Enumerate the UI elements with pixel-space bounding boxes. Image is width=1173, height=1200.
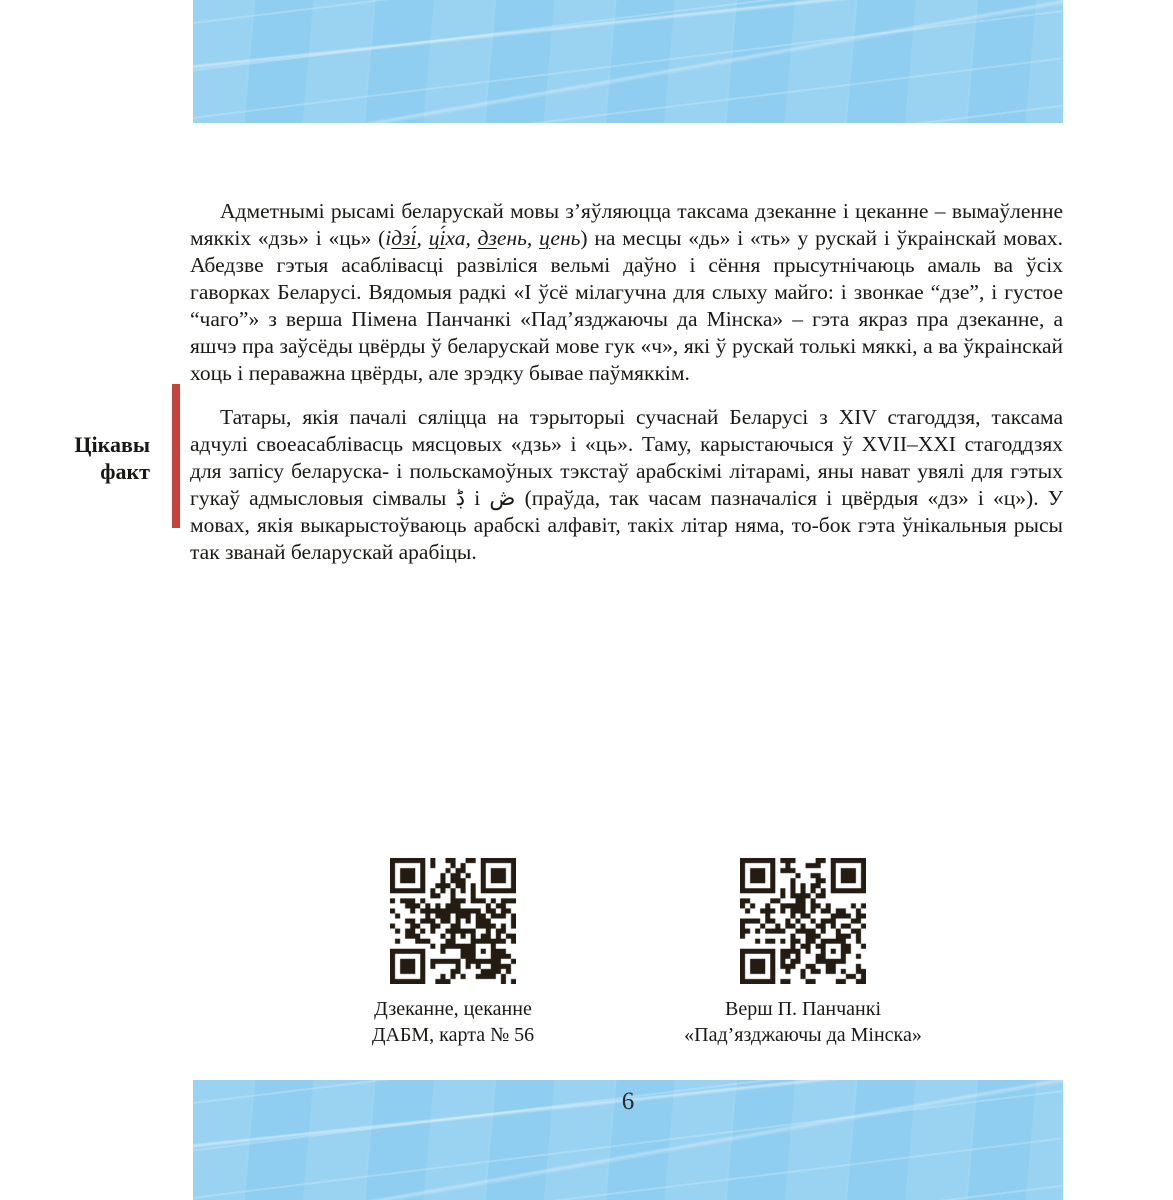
example-separator: , (526, 225, 540, 250)
example-separator: , (416, 225, 429, 250)
example-underline: ці́ (428, 225, 446, 250)
qr-block-dzekanne (330, 858, 576, 1048)
fact-label-line1: Цікавы (74, 432, 150, 457)
example-word-part: і (385, 225, 392, 250)
example-words-italic (385, 226, 580, 250)
paragraph-text: ) на месцы «дь» і «ть» у рускай і ўкраінскай мовах. Абедзве гэтыя асаблівасці развіліся вельмі даўно і сёння прысутнічаюць амаль ва ўсіх гаворках Беларусі. Вядомыя радкі «І ўсё мілагучна для слыху майго: і звонкае “дзе”, і густое “чаго”» з верша Пімена Панчанкі «Пад’язджаючы да Мінска» – гэта якраз пра дзеканне, а яшчэ пра заўсёды цвёрды ў беларускай мове гук «ч», які ў рускай толькі мяккі, а ва ўкраінскай хоць і пераважна цвёрды, але зрэдку бывае паўмяккім. (190, 225, 1064, 385)
qr-caption-line1: Дзеканне, цеканне (374, 998, 532, 1020)
decorative-top-band (193, 0, 1063, 123)
qr-code-dzekanne (390, 858, 516, 984)
paragraph-interesting-fact: Татары, якія пачалі сяліцца на тэрыторыі сучаснай Беларусі з XIV стагоддзя, таксама адчулі своеасаблівасць мясцовых «дзь» і «ць». Таму, карыстаючыся ў XVII–XXI стагоддзях для запісу беларуска- і польскамоўных тэкстаў арабскімі літарамі, яны нават увялі для гэтых гукаў адмысловыя сімвалы ڋ і ڞ (праўда, так часам пазначаліся і цвёрдыя «дз» і «ц»). У мовах, якія выкарыстоўваюць арабскі алфавіт, такіх літар няма, то-бок гэта ўнікальныя рысы так званай беларускай арабіцы. (190, 404, 1063, 564)
example-underline: ц (539, 225, 551, 250)
qr-caption (330, 996, 576, 1048)
paragraph-dzekanne (190, 198, 1063, 387)
example-separator: , (465, 225, 478, 250)
qr-caption-line2: ДАБМ, карта № 56 (371, 1024, 535, 1046)
qr-caption (680, 996, 926, 1048)
page-number: 6 (621, 1088, 635, 1115)
example-word-part: ха (445, 225, 466, 250)
example-word-part: ень (550, 225, 581, 250)
decorative-bottom-band (193, 1080, 1063, 1200)
qr-caption-line2: «Пад’язджаючы да Мінска» (684, 1024, 922, 1046)
example-underline: дзі́ (391, 225, 417, 250)
fact-label (52, 431, 150, 485)
qr-code-versh (740, 858, 866, 984)
example-underline: дз (477, 225, 497, 250)
fact-accent-bar (172, 384, 180, 528)
fact-label-line2: факт (100, 459, 150, 484)
qr-caption-line1: Верш П. Панчанкі (725, 998, 881, 1020)
qr-block-versh (680, 858, 926, 1048)
paragraph-text: Адметнымі рысамі беларускай мовы з’яўляюцца таксама дзеканне і цеканне – вымаўленне мяккіх «дзь» і «ць» ( (190, 198, 1063, 250)
example-word-part: ень (496, 225, 527, 250)
